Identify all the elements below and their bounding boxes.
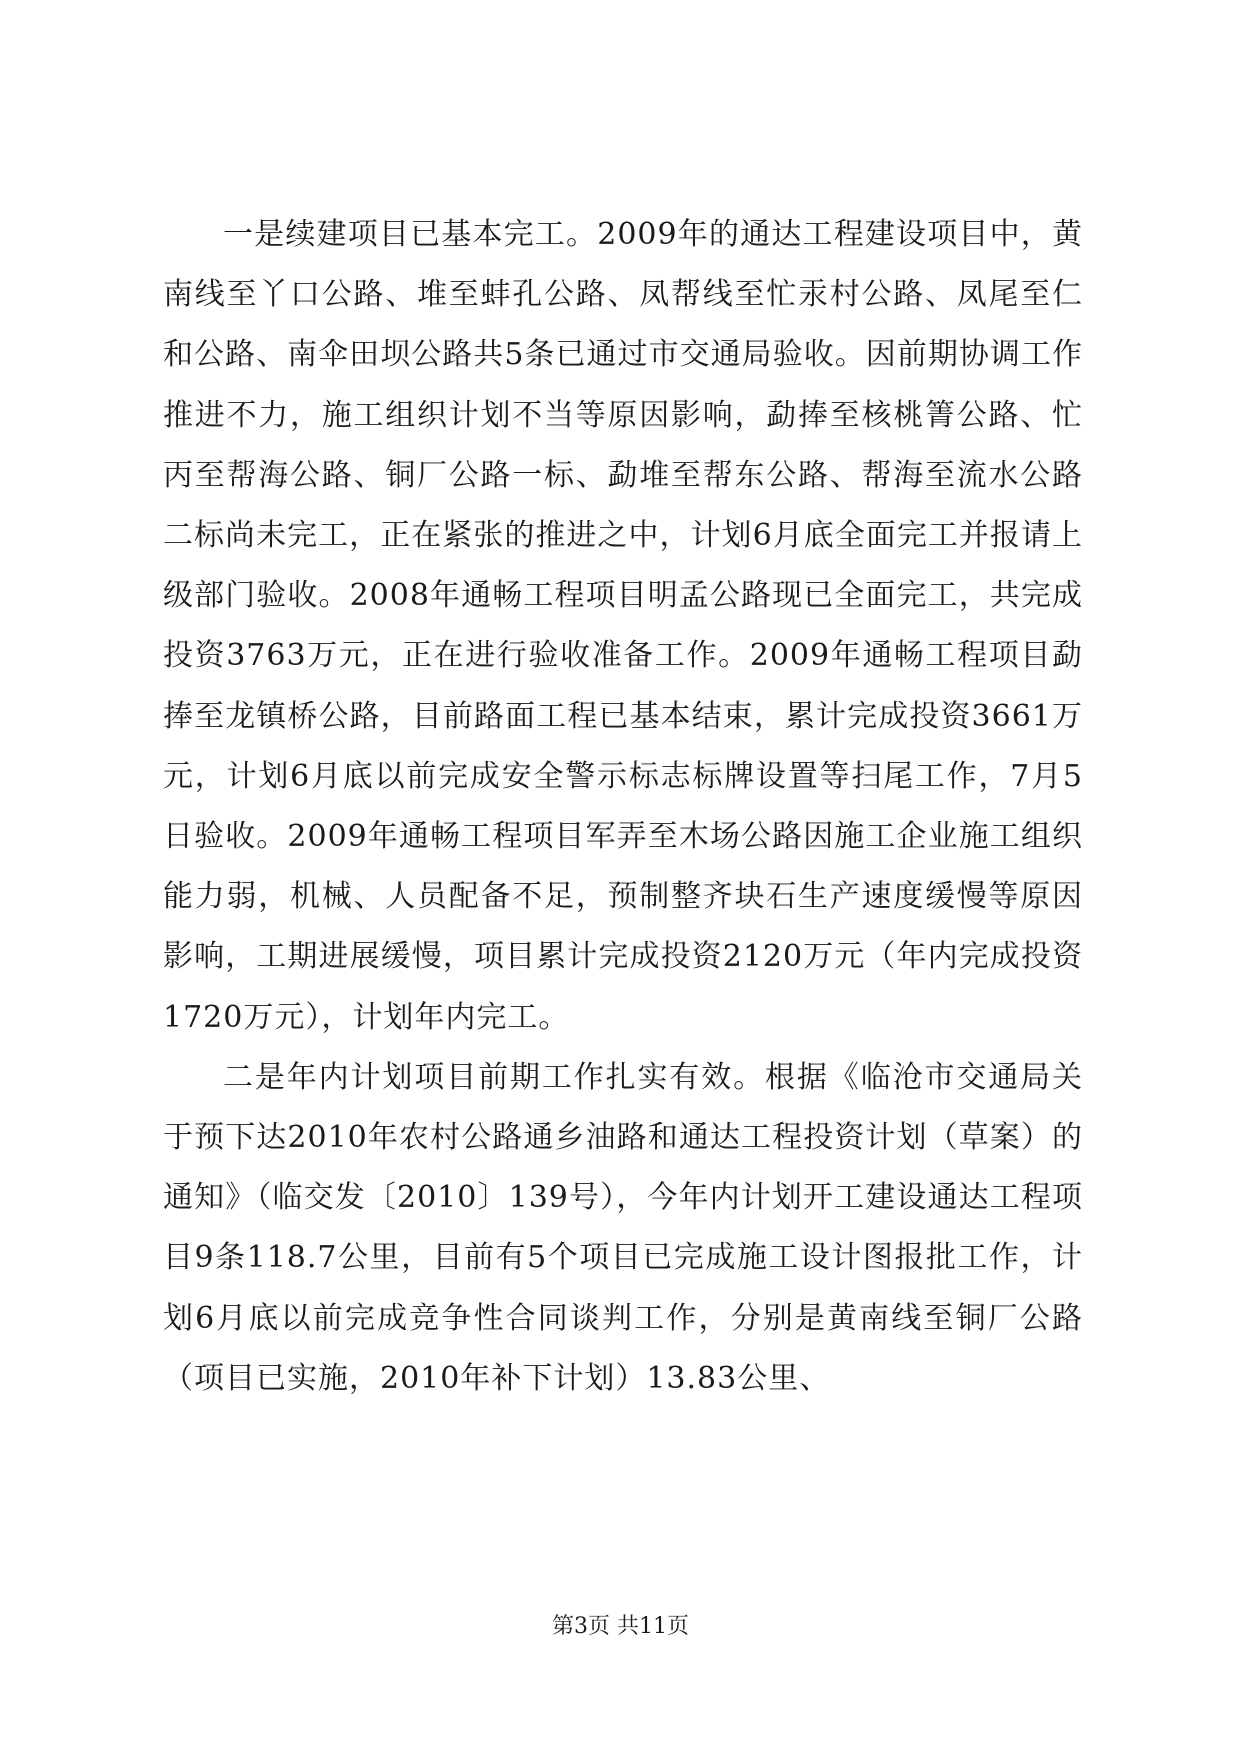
paragraph-planned-projects: 二是年内计划项目前期工作扎实有效。根据《临沧市交通局关于预下达2010年农村公路通乡油路和通达工程投资计划（草案）的通知》（临交发〔2010〕139号），今年内计划开工建设通达工程项目9条118.7公里，目前有5个项目已完成施工设计图报批工作，计划6月底以前完成竞争性合同谈判工作，分别是黄南线至铜厂公路（项目已实施，2010年补下计划）13.83公里、 — [163, 1059, 1083, 1396]
document-body — [163, 205, 1083, 1409]
page-number-label: 第3页 共11页 — [552, 1614, 689, 1639]
page-footer — [0, 1612, 1241, 1642]
paragraph-continued-projects: 一是续建项目已基本完工。2009年的通达工程建设项目中，黄南线至丫口公路、堆至蚌孔公路、凤帮线至忙汞村公路、凤尾至仁和公路、南伞田坝公路共5条已通过市交通局验收。因前期协调工作推进不力，施工组织计划不当等原因影响，勐捧至核桃箐公路、忙丙至帮海公路、铜厂公路一标、勐堆至帮东公路、帮海至流水公路二标尚未完工，正在紧张的推进之中，计划6月底全面完工并报请上级部门验收。2008年通畅工程项目明孟公路现已全面完工，共完成投资3763万元，正在进行验收准备工作。2009年通畅工程项目勐捧至龙镇桥公路，目前路面工程已基本结束，累计完成投资3661万元，计划6月底以前完成安全警示标志标牌设置等扫尾工作，7月5日验收。2009年通畅工程项目军弄至木场公路因施工企业施工组织能力弱，机械、人员配备不足，预制整齐块石生产速度缓慢等原因影响，工期进展缓慢，项目累计完成投资2120万元（年内完成投资1720万元），计划年内完工。 — [163, 217, 1083, 1035]
